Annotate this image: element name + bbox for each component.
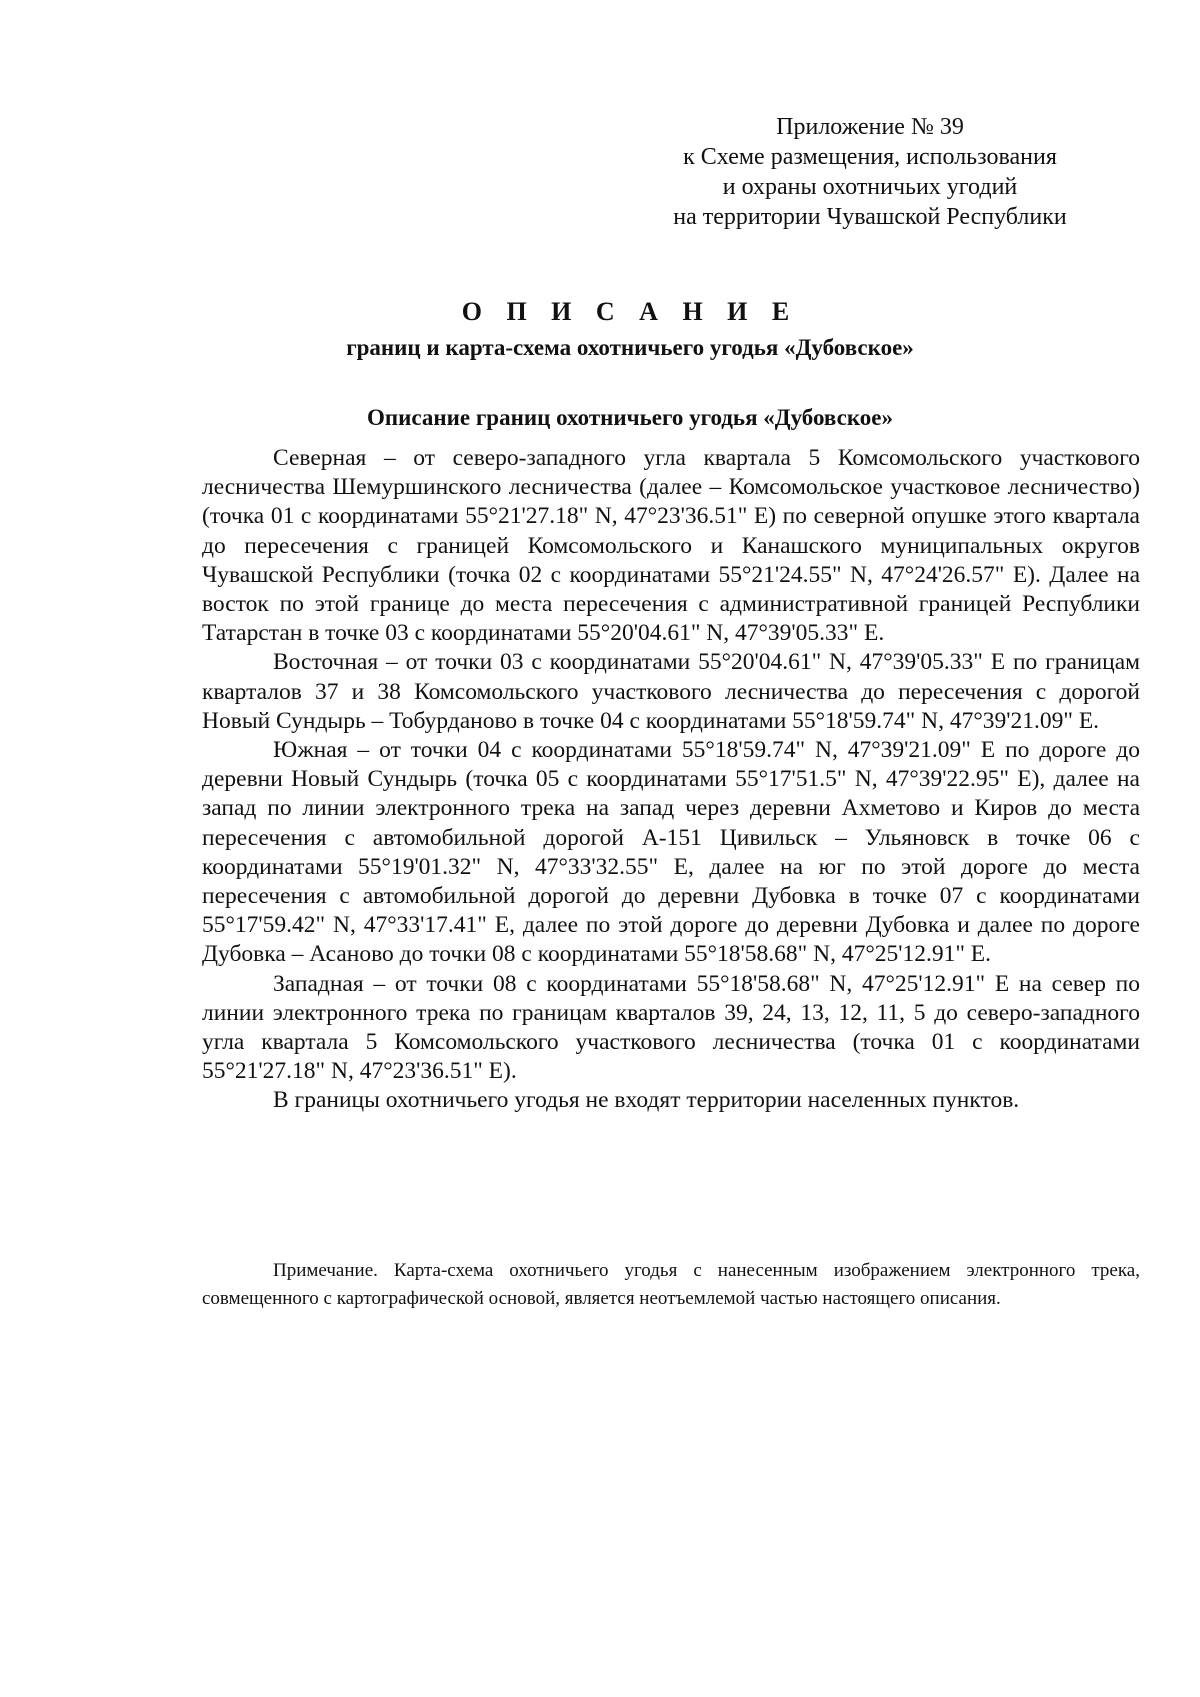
appendix-header [600, 112, 1140, 232]
appendix-line-4: на территории Чувашской Республики [673, 204, 1067, 230]
appendix-line-3: и охраны охотничьих угодий [722, 174, 1018, 200]
appendix-number: Приложение № 39 [776, 114, 964, 140]
boundary-description [202, 444, 1140, 1116]
north-boundary-paragraph: Северная – от северо-западного угла квартала 5 Комсомольского участкового лесничества Шемуршинского лесничества (далее – Комсомольское участковое лесничество) (точка 01 с координатами 55°21'27.18" N, 47°23'36.51" E) по северной опушке этого квартала до пересечения с границей Комсомольского и Канашского муниципальных округов Чувашской Республики (точка 02 с координатами 55°21'24.55" N, 47°24'26.57" E). Далее на восток по этой границе до места пересечения с административной границей Республики Татарстан в точке 03 с координатами 55°20'04.61" N, 47°39'05.33" E. [202, 445, 1140, 647]
south-boundary-paragraph: Южная – от точки 04 с координатами 55°18'59.74" N, 47°39'21.09" E по дороге до деревни Новый Сундырь (точка 05 с координатами 55°17'51.5" N, 47°39'22.95" E), далее на запад по линии электронного трека на запад через деревни Ахметово и Киров до места пересечения с автомобильной дорогой А-151 Цивильск – Ульяновск в точке 06 с координатами 55°19'01.32" N, 47°33'32.55" E, далее на юг по этой дороге до места пересечения с автомобильной дорогой до деревни Дубовка в точке 07 с координатами 55°17'59.42" N, 47°33'17.41" E, далее по этой дороге до деревни Дубовка и далее по дороге Дубовка – Асаново до точки 08 с координатами 55°18'58.68" N, 47°25'12.91" E. [202, 737, 1140, 968]
footnote: Примечание. Карта-схема охотничьего угодья с нанесенным изображением электронного трека, совмещенного с картографической основой, является неотъемлемой частью настоящего описания. [202, 1260, 1140, 1309]
exclusion-paragraph: В границы охотничьего угодья не входят территории населенных пунктов. [273, 1087, 1020, 1114]
document-heading [0, 295, 1200, 433]
section-title: Описание границ охотничьего угодья «Дубовское» [366, 405, 893, 430]
appendix-line-2: к Схеме размещения, использования [683, 144, 1057, 170]
document-title: О П И С А Н И Е [461, 297, 799, 326]
west-boundary-paragraph: Западная – от точки 08 с координатами 55°18'58.68" N, 47°25'12.91" E на север по линии электронного трека по границам кварталов 39, 24, 13, 12, 11, 5 до северо-западного угла квартала 5 Комсомольского участкового лесничества (точка 01 с координатами 55°21'27.18" N, 47°23'36.51" E). [202, 970, 1140, 1085]
document-subtitle: границ и карта-схема охотничьего угодья «Дубовское» [346, 335, 914, 360]
east-boundary-paragraph: Восточная – от точки 03 с координатами 55°20'04.61" N, 47°39'05.33" E по границам кварталов 37 и 38 Комсомольского участкового лесничества до пересечения с дорогой Новый Сундырь – Тобурданово в точке 04 с координатами 55°18'59.74" N, 47°39'21.09" E. [202, 649, 1140, 734]
